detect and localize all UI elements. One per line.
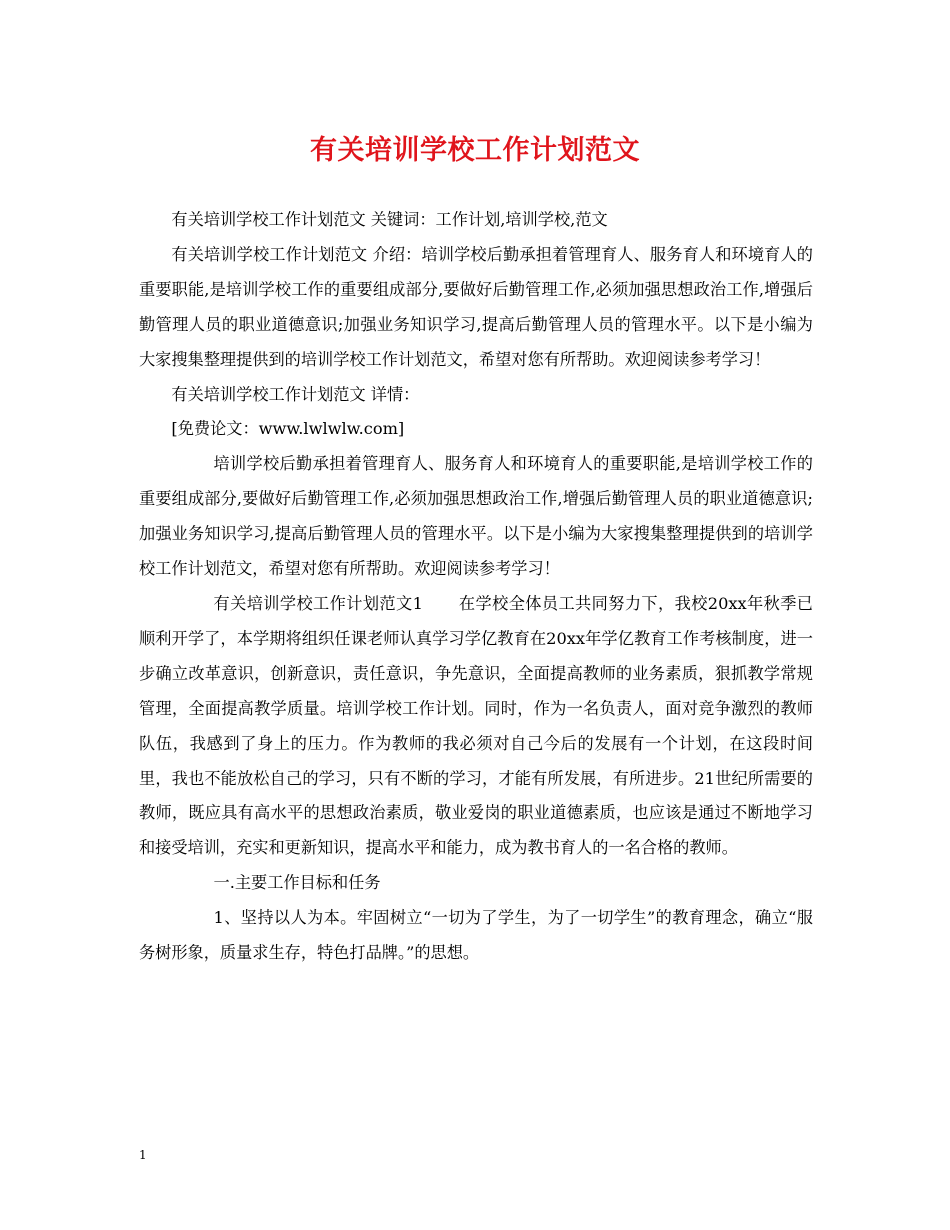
plan-section-label: 有关培训学校工作计划范文1 [213,593,423,613]
document-title: 有关培训学校工作计划范文 [310,135,640,166]
plan-section-text: 在学校全体员工共同努力下，我校20xx年秋季已顺利开学了，本学期将组织任课老师认真学习学亿教育在20xx年学亿教育工作考核制度，进一步确立改革意识，创新意识，责任意识，争先意识，全面提高教师的业务素质，狠抓教学常规管理，全面提高教学质量。培训学校工作计划。同时，作为一名负责人，面对竞争激烈的教师队伍，我感到了身上的压力。作为教师的我必须对自己今后的发展有一个计划，在这段时间里，我也不能放松自己的学习，只有不断的学习，才能有所发展，有所进步。21世纪所需要的教师，既应具有高水平的思想政治素质，敬业爱岗的职业道德素质，也应该是通过不断地学习和接受培训，充实和更新知识，提高水平和能力，成为教书育人的一名合格的教师。 [139,593,813,858]
list-item-people-first: 1、坚持以人为本。牢固树立“一切为了学生，为了一切学生”的教育理念，确立“服务树形象，质量求生存，特色打品牌。”的思想。 [139,908,813,963]
body-paragraph-1: 培训学校后勤承担着管理育人、服务育人和环境育人的重要职能,是培训学校工作的重要组成部分,要做好后勤管理工作,必须加强思想政治工作,增强后勤管理人员的职业道德意识;加强业务知识学习,提高后勤管理人员的管理水平。以下是小编为大家搜集整理提供到的培训学校工作计划范文，希望对您有所帮助。欢迎阅读参考学习！ [139,454,813,579]
document-body [139,203,813,971]
keywords-paragraph: 有关培训学校工作计划范文 关键词：工作计划,培训学校,范文 [171,210,608,229]
details-heading: 有关培训学校工作计划范文 详情： [171,384,420,404]
plan-paragraph-1 [139,587,813,866]
page-number: 1 [139,1148,147,1162]
free-paper-link[interactable]: [免费论文：www.lwlwlw.com] [171,419,405,439]
intro-paragraph: 有关培训学校工作计划范文 介绍：培训学校后勤承担着管理育人、服务育人和环境育人的重要职能,是培训学校工作的重要组成部分,要做好后勤管理工作,必须加强思想政治工作,增强后勤管理人员的职业道德意识;加强业务知识学习,提高后勤管理人员的管理水平。以下是小编为大家搜集整理提供到的培训学校工作计划范文，希望对您有所帮助。欢迎阅读参考学习！ [139,244,813,369]
section-heading-goals: 一.主要工作目标和任务 [213,873,381,893]
